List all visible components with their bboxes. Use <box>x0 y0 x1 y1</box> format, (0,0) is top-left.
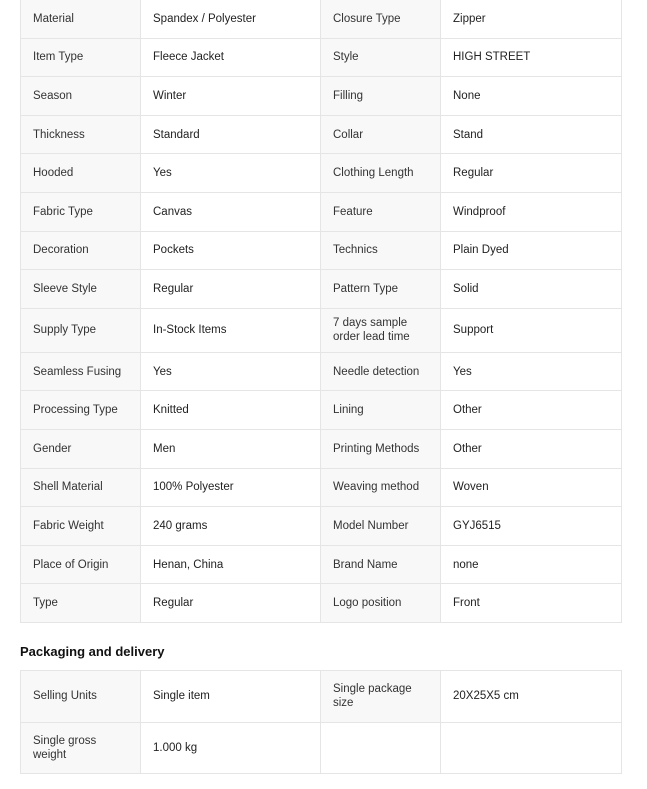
packaging-value: 1.000 kg <box>141 722 321 774</box>
spec-value: Men <box>141 429 321 468</box>
spec-label: Clothing Length <box>321 154 441 193</box>
spec-value: Other <box>441 429 622 468</box>
spec-label: 7 days sample order lead time <box>321 308 441 352</box>
spec-label: Gender <box>21 429 141 468</box>
spec-label: Weaving method <box>321 468 441 507</box>
spec-value: Yes <box>141 154 321 193</box>
spec-label: Hooded <box>21 154 141 193</box>
spec-value: Zipper <box>441 0 622 38</box>
table-row <box>21 429 622 468</box>
packaging-label: Selling Units <box>21 671 141 723</box>
table-row <box>21 545 622 584</box>
spec-label: Needle detection <box>321 352 441 391</box>
spec-value: 100% Polyester <box>141 468 321 507</box>
spec-value: none <box>441 545 622 584</box>
spec-label: Pattern Type <box>321 270 441 309</box>
table-row <box>21 154 622 193</box>
spec-label: Material <box>21 0 141 38</box>
spec-value: None <box>441 77 622 116</box>
spec-label: Decoration <box>21 231 141 270</box>
spec-value: Spandex / Polyester <box>141 0 321 38</box>
spec-value: 240 grams <box>141 507 321 546</box>
table-row <box>21 584 622 623</box>
spec-label: Lining <box>321 391 441 430</box>
spec-label: Printing Methods <box>321 429 441 468</box>
spec-label: Season <box>21 77 141 116</box>
spec-label: Place of Origin <box>21 545 141 584</box>
spec-value: GYJ6515 <box>441 507 622 546</box>
spec-value: Plain Dyed <box>441 231 622 270</box>
spec-value: Yes <box>141 352 321 391</box>
spec-value: Yes <box>441 352 622 391</box>
spec-label: Feature <box>321 192 441 231</box>
spec-label: Seamless Fusing <box>21 352 141 391</box>
table-row <box>21 352 622 391</box>
spec-value: Other <box>441 391 622 430</box>
packaging-empty-cell <box>321 722 441 774</box>
spec-value: Henan, China <box>141 545 321 584</box>
table-row <box>21 671 622 723</box>
spec-label: Type <box>21 584 141 623</box>
spec-value: Stand <box>441 115 622 154</box>
table-row <box>21 722 622 774</box>
spec-value: In-Stock Items <box>141 308 321 352</box>
packaging-label: Single gross weight <box>21 722 141 774</box>
spec-label: Thickness <box>21 115 141 154</box>
spec-label: Fabric Type <box>21 192 141 231</box>
table-row <box>21 192 622 231</box>
spec-value: Solid <box>441 270 622 309</box>
table-row <box>21 507 622 546</box>
spec-label: Sleeve Style <box>21 270 141 309</box>
packaging-section-title: Packaging and delivery <box>20 644 165 659</box>
spec-label: Style <box>321 38 441 77</box>
spec-value: HIGH STREET <box>441 38 622 77</box>
table-row <box>21 77 622 116</box>
packaging-value: 20X25X5 cm <box>441 671 622 723</box>
spec-label: Logo position <box>321 584 441 623</box>
table-row <box>21 38 622 77</box>
spec-label: Brand Name <box>321 545 441 584</box>
spec-value: Regular <box>441 154 622 193</box>
spec-value: Pockets <box>141 231 321 270</box>
packaging-value: Single item <box>141 671 321 723</box>
spec-label: Supply Type <box>21 308 141 352</box>
spec-value: Regular <box>141 584 321 623</box>
spec-label: Technics <box>321 231 441 270</box>
spec-label: Collar <box>321 115 441 154</box>
spec-value: Knitted <box>141 391 321 430</box>
table-row <box>21 308 622 352</box>
spec-label: Fabric Weight <box>21 507 141 546</box>
spec-label: Processing Type <box>21 391 141 430</box>
table-row <box>21 468 622 507</box>
specifications-table <box>20 0 622 623</box>
spec-value: Woven <box>441 468 622 507</box>
table-row <box>21 231 622 270</box>
spec-value: Windproof <box>441 192 622 231</box>
spec-label: Filling <box>321 77 441 116</box>
table-row <box>21 115 622 154</box>
spec-label: Model Number <box>321 507 441 546</box>
spec-value: Front <box>441 584 622 623</box>
spec-value: Fleece Jacket <box>141 38 321 77</box>
table-row <box>21 0 622 38</box>
packaging-label: Single package size <box>321 671 441 723</box>
spec-value: Winter <box>141 77 321 116</box>
packaging-table <box>20 670 622 774</box>
spec-value: Canvas <box>141 192 321 231</box>
packaging-empty-cell <box>441 722 622 774</box>
spec-value: Support <box>441 308 622 352</box>
table-row <box>21 270 622 309</box>
table-row <box>21 391 622 430</box>
spec-value: Regular <box>141 270 321 309</box>
spec-value: Standard <box>141 115 321 154</box>
spec-label: Item Type <box>21 38 141 77</box>
spec-label: Shell Material <box>21 468 141 507</box>
spec-label: Closure Type <box>321 0 441 38</box>
